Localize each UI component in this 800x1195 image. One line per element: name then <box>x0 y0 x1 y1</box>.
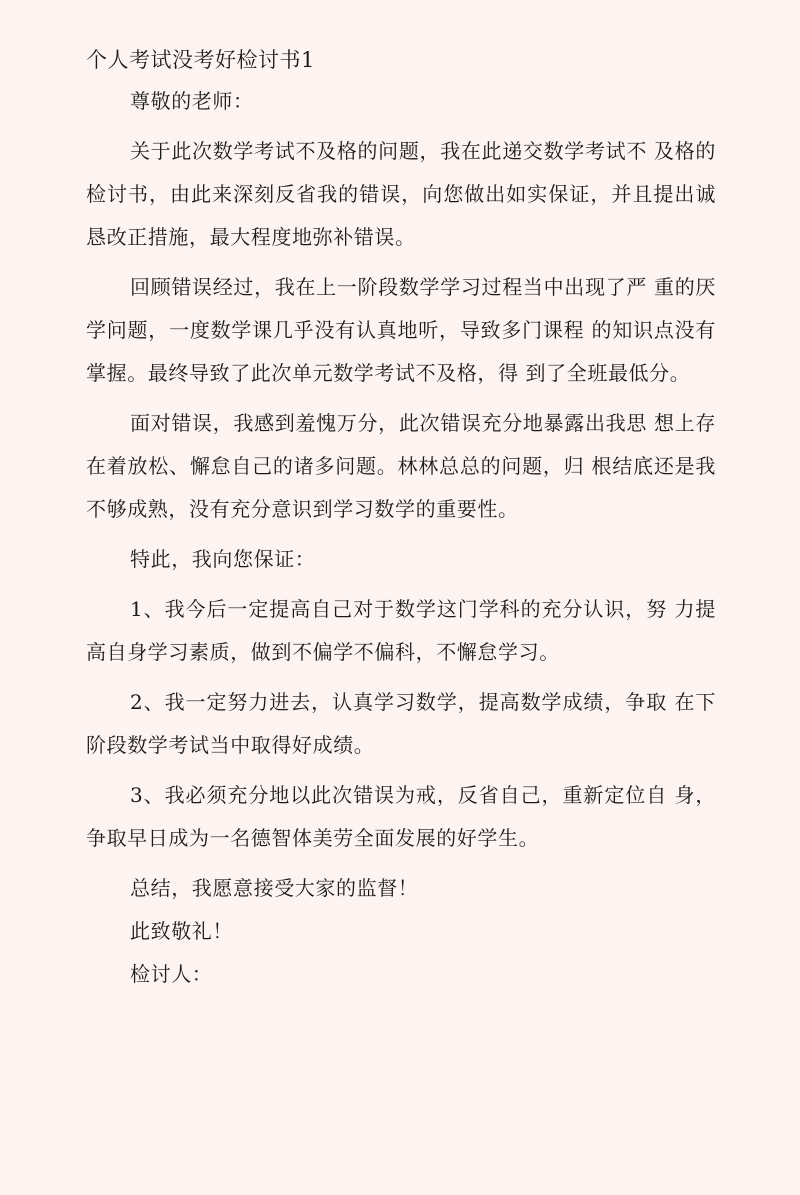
pledge-item-2: 2、我一定努力进去，认真学习数学，提高数学成绩，争取 在下阶段数学考试当中取得好成绩。 <box>86 690 716 757</box>
document-title: 个人考试没考好检讨书1 <box>86 48 315 72</box>
paragraph-reflection: 面对错误，我感到羞愧万分，此次错误充分地暴露出我思 想上存在着放松、懈怠自己的诸多问题。林林总总的问题，归 根结底还是我不够成熟，没有充分意识到学习数学的重要性。 <box>86 411 716 521</box>
paragraph-pledge-intro: 特此，我向您保证： <box>130 547 316 571</box>
pledge-item-1: 1、我今后一定提高自己对于数学这门学科的充分认识，努 力提高自身学习素质，做到不偏学不偏科，不懈怠学习。 <box>86 597 716 664</box>
closing: 此致敬礼！ <box>130 919 233 943</box>
pledge-item-3: 3、我必须充分地以此次错误为戒，反省自己，重新定位自 身，争取早日成为一名德智体美劳全面发展的好学生。 <box>86 783 716 850</box>
signature-label: 检讨人： <box>130 962 213 986</box>
paragraph-summary: 总结，我愿意接受大家的监督！ <box>130 876 419 900</box>
paragraph-review: 回顾错误经过，我在上一阶段数学学习过程当中出现了严 重的厌学问题，一度数学课几乎没有认真地听，导致多门课程 的知识点没有掌握。最终导致了此次单元数学考试不及格，得 到了全班最低分。 <box>86 275 716 385</box>
paragraph-intro: 关于此次数学考试不及格的问题，我在此递交数学考试不 及格的检讨书，由此来深刻反省我的错误，向您做出如实保证，并且提出诚恳改正措施，最大程度地弥补错误。 <box>86 139 716 249</box>
salutation: 尊敬的老师： <box>130 89 254 113</box>
